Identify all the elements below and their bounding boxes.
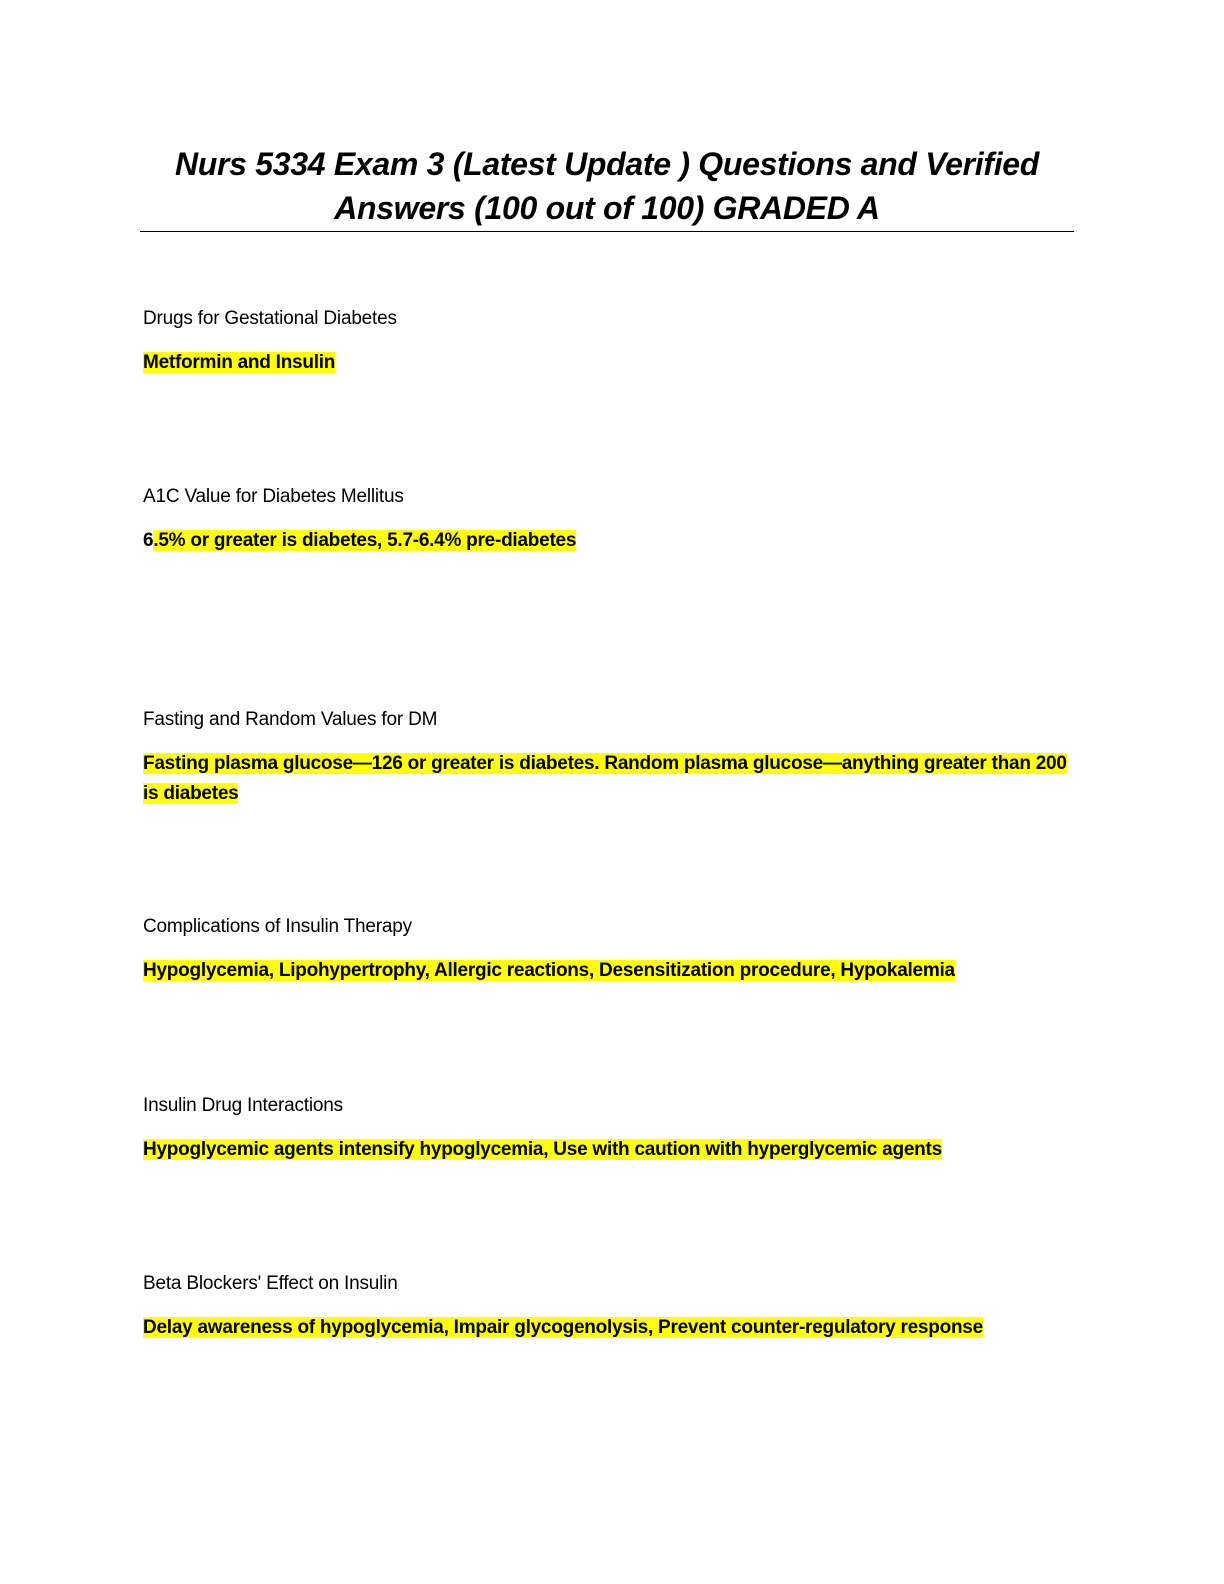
qa-item: [143, 915, 1073, 986]
question-text: Fasting and Random Values for DM: [143, 709, 438, 730]
answer-text: [143, 956, 1073, 986]
answer-highlight: Hypoglycemic agents intensify hypoglycemia, Use with caution with hyperglycemic agents: [143, 1139, 942, 1160]
qa-item: [143, 1272, 1073, 1343]
answer-prefix: 6: [143, 530, 154, 551]
answer-text: [143, 1313, 1073, 1343]
qa-item: [143, 708, 1073, 809]
qa-item: [143, 485, 1073, 556]
question-text: Insulin Drug Interactions: [143, 1095, 343, 1116]
question-text: Beta Blockers' Effect on Insulin: [143, 1273, 398, 1294]
title-line-1: Nurs 5334 Exam 3 (Latest Update ) Questions and Verified: [174, 146, 1040, 182]
answer-highlight: Metformin and Insulin: [143, 352, 336, 373]
answer-highlight: Hypoglycemia, Lipohypertrophy, Allergic reactions, Desensitization procedure, Hypokalemia: [143, 960, 955, 981]
document-title: [140, 142, 1074, 230]
qa-item: [143, 1094, 1073, 1165]
title-underline: [140, 231, 1074, 232]
answer-text: [143, 526, 1073, 556]
answer-text: [143, 749, 1073, 809]
title-line-2: Answers (100 out of 100) GRADED A: [334, 190, 880, 226]
answer-text: [143, 348, 1073, 378]
qa-item: [143, 307, 1073, 378]
question-text: Drugs for Gestational Diabetes: [143, 308, 397, 329]
question-text: A1C Value for Diabetes Mellitus: [143, 486, 404, 507]
answer-highlight: .5% or greater is diabetes, 5.7-6.4% pre-diabetes: [153, 530, 577, 551]
answer-highlight: Fasting plasma glucose—126 or greater is diabetes. Random plasma glucose—anything greater than 200 is diabetes: [143, 753, 1067, 804]
question-text: Complications of Insulin Therapy: [143, 916, 412, 937]
answer-highlight: Delay awareness of hypoglycemia, Impair glycogenolysis, Prevent counter-regulatory response: [143, 1317, 983, 1338]
answer-text: [143, 1135, 1073, 1165]
